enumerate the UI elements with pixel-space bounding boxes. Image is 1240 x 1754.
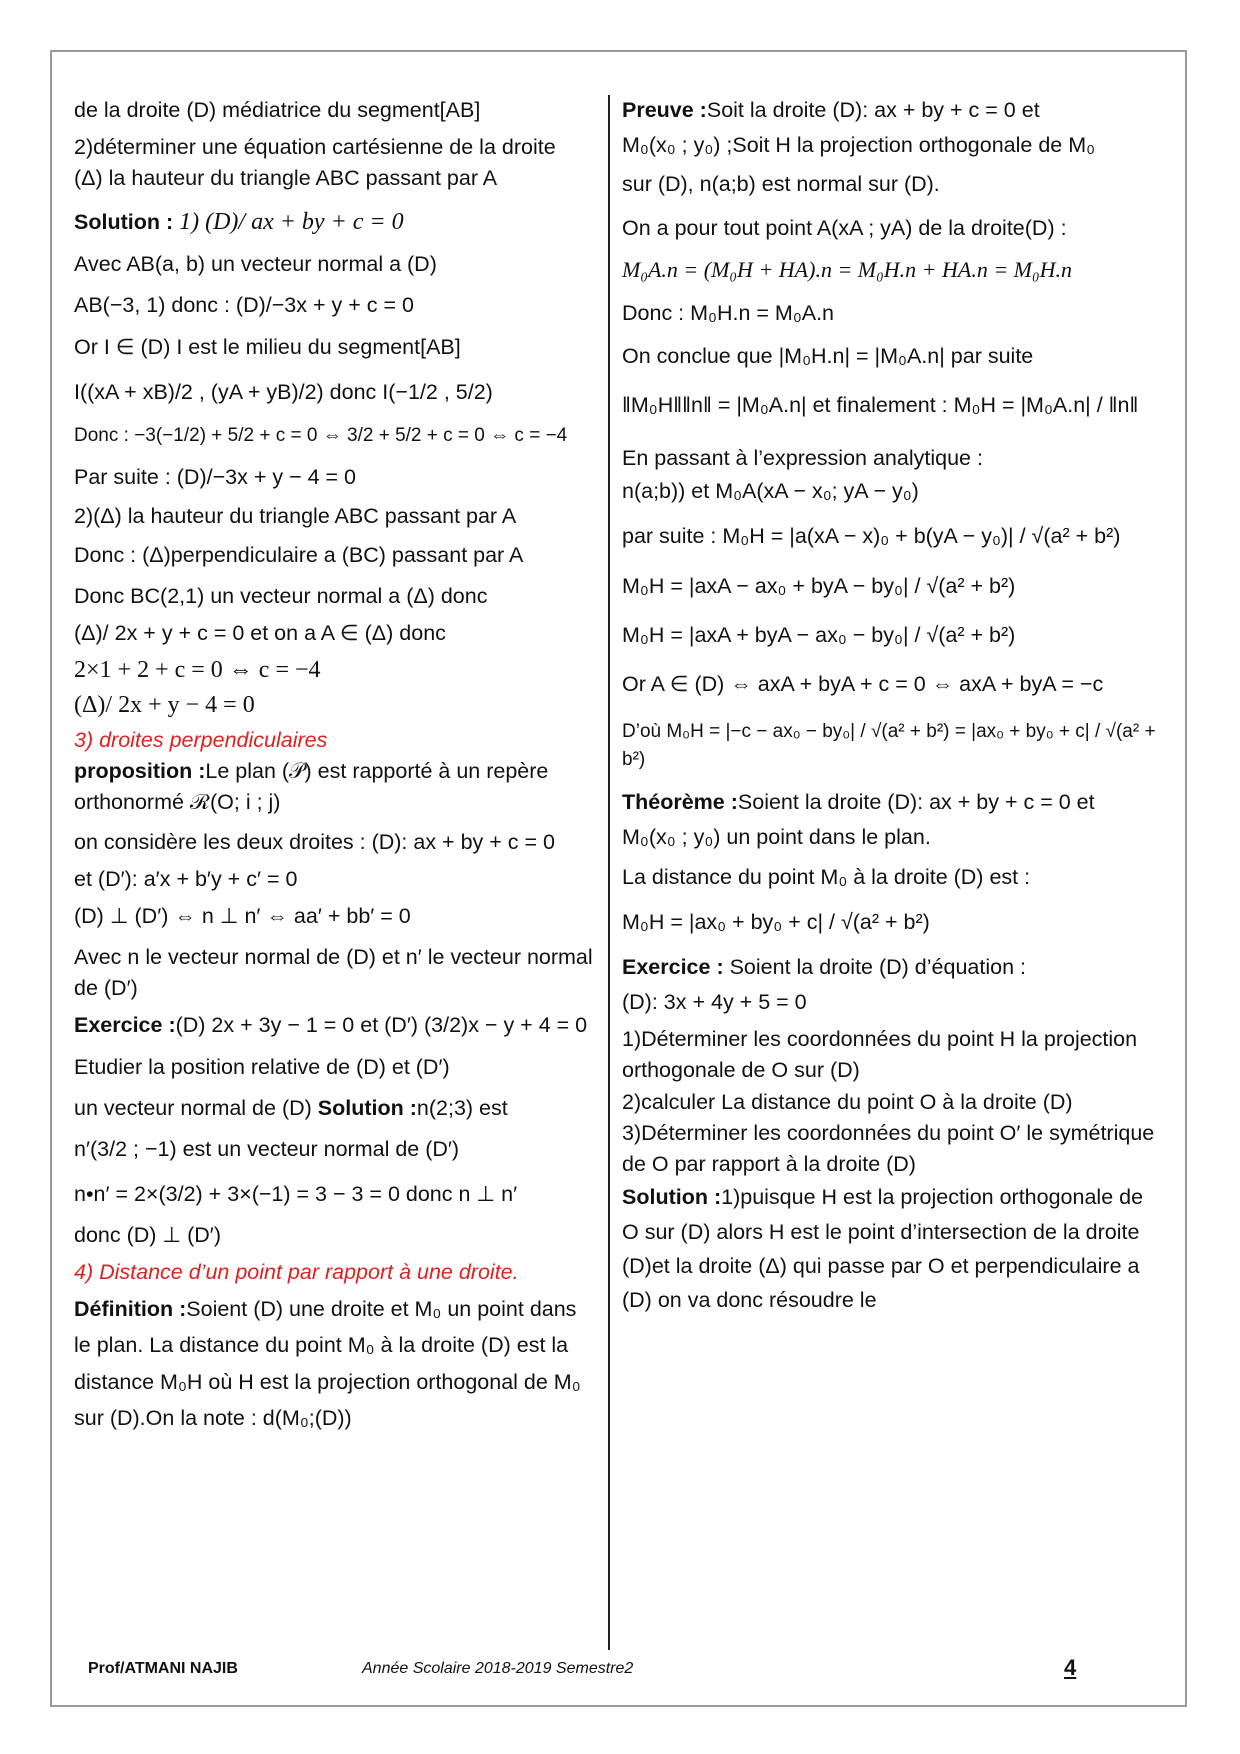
proposition-text: Le plan (𝒫) est rapporté à un repère orthonormé ℛ(O; i ; j) [74,759,549,815]
text-line: on considère les deux droites : (D): ax + by + c = 0 [74,829,556,854]
exercise-line [622,952,1162,983]
equation-line: n(a;b)) et M₀A(xA − x₀; yA − y₀) [622,479,919,504]
equation-line: 2×1 + 2 + c = 0 ⇔ c = −4 [74,657,321,684]
equation-line: M₀H = |axA − ax₀ + byA − by₀| / √(a² + b²) [622,573,1016,598]
equation-line: n•n′ = 2×(3/2) + 3×(−1) = 3 − 3 = 0 donc n ⊥ n′ [74,1182,518,1207]
exercise-line [74,1010,594,1041]
equation-line: AB(−3, 1) donc : (D)/−3x + y + c = 0 [74,293,414,318]
equation-line: par suite : M₀H = |a(xA − x)₀ + b(yA − y₀)| / √(a² + b²) [622,524,1121,549]
equation-line: (D) ⊥ (D′) ⇔ n ⊥ n′ ⇔ aa′ + bb′ = 0 [74,903,411,928]
text-line: de la droite (D) médiatrice du segment[AB] [74,98,481,122]
solution-line [622,1180,1162,1318]
proposition-label: proposition : [74,759,206,784]
definition-text: Soient (D) une droite et M₀ un point dans le plan. La distance du point M₀ à la droite (D) est la distance M₀H où H est la projection orthogonal de M₀ sur (D).On la note : d(M₀;(D)) [74,1296,581,1431]
left-column [74,95,594,1443]
footer-author: Prof/ATMANI NAJIB [88,1660,238,1677]
page-number: 4 [1064,1655,1077,1680]
equation-line: ‖M₀H‖‖n‖ = |M₀A.n| et finalement : M₀H = |M₀A.n| / ‖n‖ [622,392,1139,417]
equation-line: Par suite : (D)/−3x + y − 4 = 0 [74,464,357,489]
text-line: donc (D) ⊥ (D′) [74,1223,221,1248]
column-divider [608,95,610,1650]
exercise-label: Exercice : [622,954,724,979]
text-line: (Δ)/ 2x + y + c = 0 et on a A ∈ (Δ) donc [74,621,446,646]
equation-line: M₀A.n = (M₀H + HA).n = M₀H.n + HA.n = M₀H.n [622,256,1073,282]
text-fragment: Soient la droite (D): ax + by + c = 0 et [737,790,1095,815]
text-fragment: Soient la droite (D) d’équation : [729,954,1026,979]
solution-label: Solution : [622,1185,722,1210]
text-line: 2)calculer La distance du point O à la droite (D) [622,1089,1073,1114]
text-line: On a pour tout point A(xA ; yA) de la droite(D) : [622,215,1067,240]
text-fragment: n(2;3) est [416,1095,508,1120]
equation-line: (Δ)/ 2x + y − 4 = 0 [74,692,255,719]
text-line: Donc BC(2,1) un vecteur normal a (Δ) donc [74,584,488,609]
equation-line: D’où M₀H = |−c − ax₀ − by₀| / √(a² + b²) = |ax₀ + by₀ + c| / √(a² + b²) [622,721,1156,770]
equation-line: Donc : M₀H.n = M₀A.n [622,300,835,325]
equation: 1) (D)/ ax + by + c = 0 [179,208,404,235]
right-column [622,95,1162,1324]
theorem-line [622,787,1162,818]
text-line: Donc : (Δ)perpendiculaire a (BC) passant par A [74,542,524,567]
equation-line: I((xA + xB)/2 , (yA + yB)/2) donc I(−1/2 , 5/2) [74,379,493,404]
text-line: sur (D), n(a;b) est normal sur (D). [622,172,940,197]
text-line: En passant à l’expression analytique : [622,446,983,471]
text-line: M₀(x₀ ; y₀) ;Soit H la projection orthogonale de M₀ [622,133,1096,158]
definition [74,1291,594,1437]
equation-line: et (D′): a′x + b′y + c′ = 0 [74,866,298,891]
text-fragment: un vecteur normal de (D) [74,1095,312,1120]
equation-line: Or A ∈ (D) ⇔ axA + byA + c = 0 ⇔ axA + byA = −c [622,671,1104,696]
text-line: 2)(Δ) la hauteur du triangle ABC passant par A [74,503,517,528]
text-line: On conclue que |M₀H.n| = |M₀A.n| par suite [622,343,1034,368]
equation-line: (D): 3x + 4y + 5 = 0 [622,990,807,1015]
text-line: Or I ∈ (D) I est le milieu du segment[AB] [74,334,461,359]
text-line: Avec n le vecteur normal de (D) et n′ le vecteur normal de (D′) [74,945,593,1001]
definition-label: Définition : [74,1296,187,1321]
equation-line: M₀H = |axA + byA − ax₀ − by₀| / √(a² + b²) [622,622,1016,647]
proposition [74,756,594,818]
text-line: 2)déterminer une équation cartésienne de la droite [74,135,556,160]
solution-label: Solution : [317,1095,417,1120]
section-heading: 4) Distance d’un point par rapport à une droite. [74,1260,519,1285]
text-fragment: Soit la droite (D): ax + by + c = 0 et [706,98,1040,122]
text-line: (Δ) la hauteur du triangle ABC passant par A [74,166,498,191]
text-line: M₀(x₀ ; y₀) un point dans le plan. [622,825,931,850]
text-fragment: 1)puisque H est la projection orthogonale de O sur (D) alors H est le point d’intersection de la droite (D)et la droite (Δ) qui passe par O et perpendiculaire a (D) on va donc résoudre le [622,1185,1144,1313]
proof-line [622,95,1162,126]
text-line: Etudier la position relative de (D) et (D′) [74,1054,450,1079]
text-line: 3)Déterminer les coordonnées du point O′ le symétrique de O par rapport à la droite (D) [622,1120,1155,1176]
text-line: Avec AB(a, b) un vecteur normal a (D) [74,252,437,277]
equation-line: Donc : −3(−1/2) + 5/2 + c = 0 ⇔ 3/2 + 5/2 + c = 0 ⇔ c = −4 [74,425,568,446]
text-line: 1)Déterminer les coordonnées du point H la projection orthogonale de O sur (D) [622,1027,1138,1083]
footer-year: Année Scolaire 2018-2019 Semestre2 [362,1660,634,1677]
section-heading: 3) droites perpendiculaires [74,728,328,752]
solution-line [74,1093,594,1124]
proof-label: Preuve : [622,98,707,122]
exercise-text: (D) 2x + 3y − 1 = 0 et (D′) (3/2)x − y + 4 = 0 [175,1013,588,1038]
text-line: La distance du point M₀ à la droite (D) est : [622,864,1031,889]
theorem-label: Théorème : [622,790,738,815]
equation-line: M₀H = |ax₀ + by₀ + c| / √(a² + b²) [622,909,930,934]
solution-label: Solution : [74,209,174,234]
exercise-label: Exercice : [74,1013,176,1038]
solution-line [74,205,594,240]
text-line: n′(3/2 ; −1) est un vecteur normal de (D′) [74,1136,460,1161]
